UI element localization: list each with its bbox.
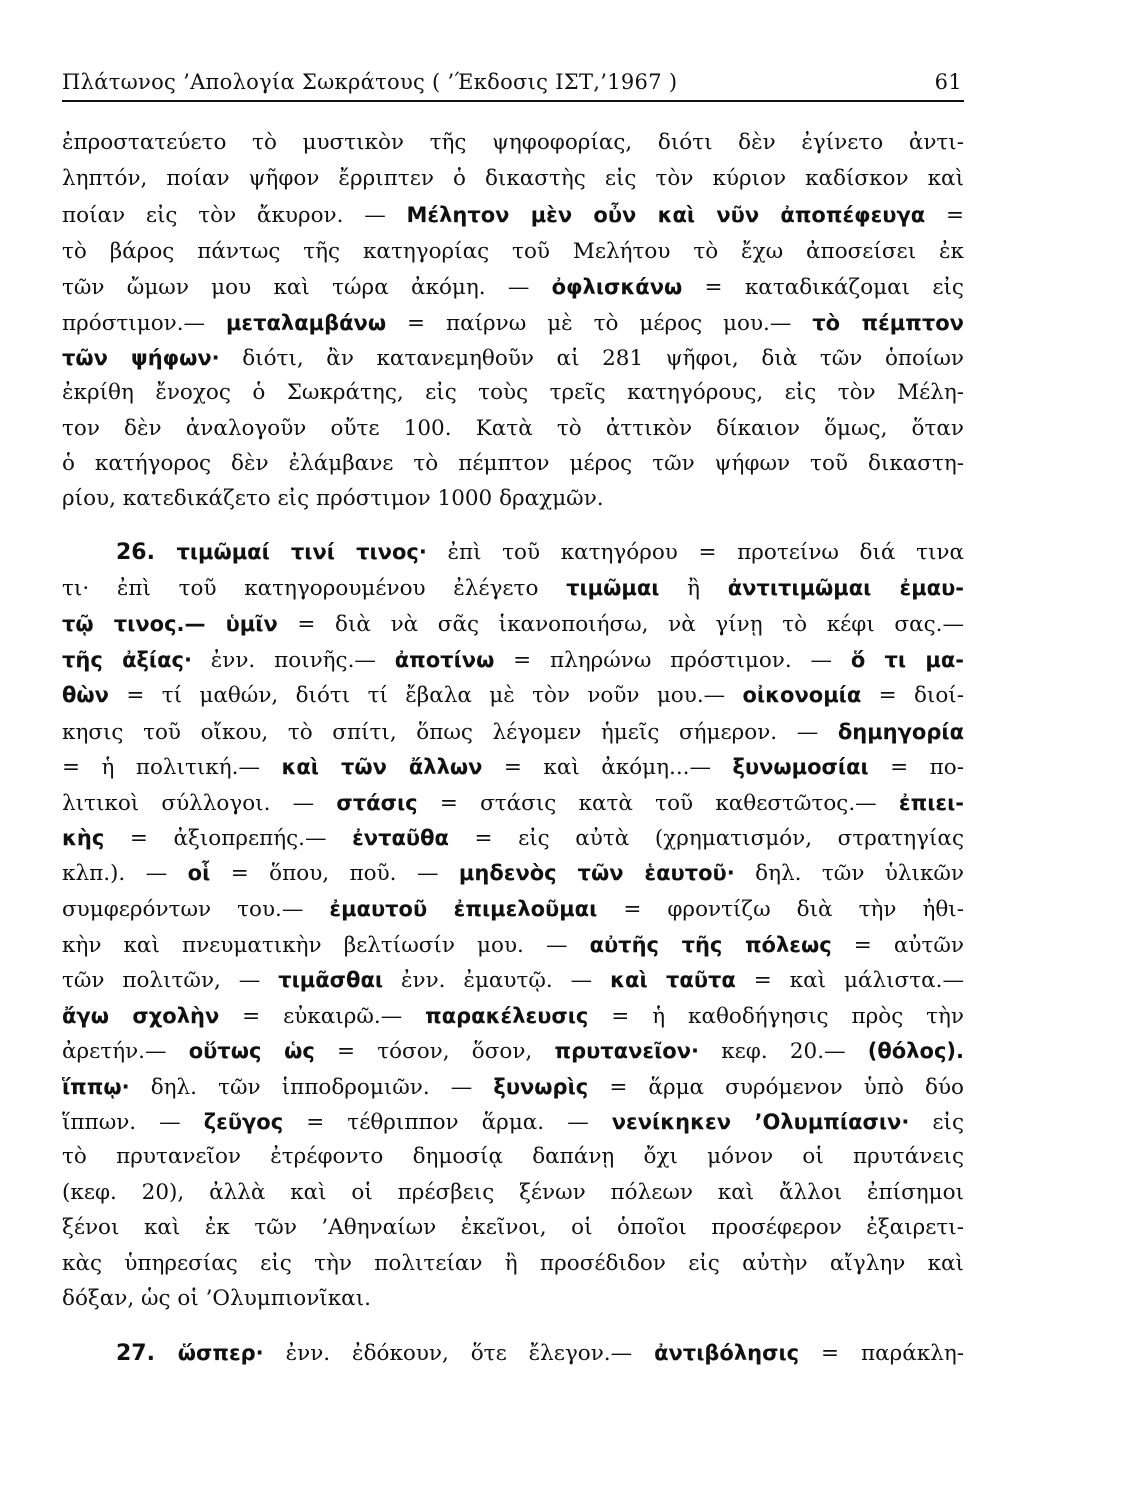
- text-run: δηλ. τῶν ἱπποδρομιῶν. —: [129, 1075, 494, 1100]
- text-line: [62, 572, 964, 604]
- text-run: = παράκλη-: [799, 1341, 964, 1366]
- text-run: τὸ βάρος πάντως τῆς κατηγορίας τοῦ Μελήτου τὸ ἔχω ἀποσείσει ἐκ: [62, 239, 964, 264]
- text-line: [62, 1071, 964, 1103]
- lemma: τῆς ἀξίας·: [62, 648, 192, 672]
- text-line: [62, 1035, 964, 1067]
- text-run: = εἰς αὐτὰ (χρηματισμόν, στρατηγίας: [448, 826, 964, 851]
- text-line: [62, 1248, 964, 1280]
- lemma: ἀντιβόλησις: [654, 1341, 800, 1365]
- text-run: = εὐκαιρῶ.—: [219, 1004, 426, 1029]
- text-run: = ἅρμα συρόμενον ὑπὸ δύο: [588, 1075, 964, 1100]
- text-run: ὁ κατήγορος δὲν ἐλάμβανε τὸ πέμπτον μέρος τῶν ψήφων τοῦ δικαστη-: [62, 451, 964, 476]
- text-run: ἢ: [659, 576, 728, 601]
- lemma: κὴς: [62, 826, 105, 850]
- text-line: [62, 1212, 964, 1244]
- lemma: Μέλητον μὲν οὖν καὶ νῦν ἀποπέφευγα: [406, 203, 926, 227]
- text-run: = τόσον, ὅσον,: [314, 1039, 555, 1064]
- text-run: = καὶ ἀκόμη...—: [482, 755, 733, 780]
- text-run: = ἡ καθοδήγησις πρὸς τὴν: [588, 1004, 964, 1029]
- text-run: ἐκρίθη ἔνοχος ὁ Σωκράτης, εἰς τοὺς τρεῖς κατηγόρους, εἰς τὸν Μέλη-: [62, 380, 964, 405]
- text-run: = ἀξιοπρεπής.—: [104, 826, 353, 851]
- lemma: ξυνωμοσίαι: [732, 755, 869, 779]
- text-run: δηλ. τῶν ὑλικῶν: [734, 861, 964, 886]
- text-line: [62, 929, 964, 961]
- lemma: παρακέλευσις: [425, 1004, 589, 1028]
- text-run: (κεφ. 20), ἀλλὰ καὶ οἱ πρέσβεις ξένων πόλεων καὶ ἄλλοι ἐπίσημοι: [62, 1180, 964, 1205]
- text-line: [62, 236, 964, 268]
- text-line: [62, 1283, 964, 1315]
- text-run: ἐπὶ τοῦ κατηγόρου = προτείνω διά τινα: [426, 540, 964, 565]
- text-run: = αὐτῶν: [831, 933, 964, 958]
- lemma: πρυτανεῖον·: [554, 1039, 699, 1063]
- lemma: ἐμαυτοῦ ἐπιμελοῦμαι: [329, 897, 598, 921]
- page-number: 61: [934, 70, 962, 94]
- lemma: τιμᾶσθαι: [278, 968, 384, 992]
- section-number: 27.: [116, 1341, 178, 1366]
- header-title: Πλάτωνος ’Απολογία Σωκράτους ( ’Έκδοσις ΙΣΤ,’1967 ): [62, 70, 678, 94]
- text-line: [62, 716, 964, 748]
- text-run: ρίου, κατεδικάζετο εἰς πρόστιμον 1000 δραχμῶν.: [62, 486, 604, 511]
- lemma: ἀποτίνω: [394, 648, 495, 672]
- text-run: κησις τοῦ οἴκου, τὸ σπίτι, ὅπως λέγομεν ἡμεῖς σήμερον. —: [62, 720, 838, 745]
- text-run: =: [925, 203, 964, 228]
- text-run: ληπτόν, ποίαν ψῆφον ἔρριπτεν ὁ δικαστὴς εἰς τὸν κύριον καδίσκον καὶ: [62, 166, 964, 191]
- text-line: [62, 127, 964, 159]
- text-line: [62, 413, 964, 445]
- text-line: [62, 448, 964, 480]
- text-line: [62, 307, 964, 339]
- text-line: [116, 536, 964, 568]
- lemma: (θόλος).: [867, 1039, 964, 1063]
- text-line: [62, 1141, 964, 1173]
- text-line: [116, 1337, 964, 1369]
- lemma: ἵππῳ·: [62, 1075, 130, 1099]
- lemma: οἷ: [187, 861, 211, 885]
- text-run: τὸ πρυτανεῖον ἐτρέφοντο δημοσίᾳ δαπάνῃ ὄχι μόνον οἱ πρυτάνεις: [62, 1144, 964, 1169]
- text-run: = στάσις κατὰ τοῦ καθεστῶτος.—: [417, 791, 899, 816]
- text-run: = ἡ πολιτική.—: [62, 755, 282, 780]
- text-line: [62, 787, 964, 819]
- text-run: ἵππων. —: [62, 1110, 204, 1135]
- text-run: κὰς ὑπηρεσίας εἰς τὴν πολιτείαν ἢ προσέδιδον εἰς αὐτὴν αἴγλην καὶ: [62, 1251, 964, 1276]
- text-run: ἐνν. ἐμαυτῷ. —: [383, 968, 611, 993]
- lemma: ἀντιτιμῶμαι ἐμαυ-: [727, 576, 964, 600]
- lemma: ἄγω σχολὴν: [62, 1004, 220, 1028]
- lemma: ὅ τι μα-: [850, 648, 964, 672]
- lemma: τιμῶμαι: [566, 576, 660, 600]
- lemma: αὐτῆς τῆς πόλεως: [589, 933, 832, 957]
- text-line: [62, 644, 964, 676]
- lemma: τὸ πέμπτον: [812, 311, 964, 335]
- text-run: ἐνν. ποινῆς.—: [191, 648, 395, 673]
- text-run: = καὶ μάλιστα.—: [735, 968, 964, 993]
- text-line: [62, 608, 964, 640]
- text-line: [62, 342, 964, 374]
- lemma: δημηγορία: [837, 720, 964, 744]
- text-run: ἐπροστατεύετο τὸ μυστικὸν τῆς ψηφοφορίας, διότι δὲν ἐγίνετο ἀντι-: [62, 130, 964, 155]
- text-line: [62, 893, 964, 925]
- text-line: [62, 1106, 964, 1138]
- lemma: μηδενὸς τῶν ἑαυτοῦ·: [458, 861, 735, 885]
- text-run: ποίαν εἰς τὸν ἄκυρον. —: [62, 203, 407, 228]
- text-run: τῶν ὤμων μου καὶ τώρα ἀκόμη. —: [62, 275, 552, 300]
- text-run: = ὅπου, ποῦ. —: [210, 861, 459, 886]
- lemma: καὶ τῶν ἄλλων: [281, 755, 483, 779]
- text-run: = πληρώνω πρόστιμον. —: [494, 648, 851, 673]
- lemma: ὀφλισκάνω: [551, 275, 683, 299]
- text-run: πρόστιμον.—: [62, 311, 226, 336]
- text-run: ξένοι καὶ ἐκ τῶν ’Αθηναίων ἐκεῖνοι, οἱ ὁποῖοι προσέφερον ἐξαιρετι-: [62, 1215, 964, 1240]
- text-run: τι· ἐπὶ τοῦ κατηγορουμένου ἐλέγετο: [62, 576, 567, 601]
- lemma: οἰκονομία: [742, 683, 862, 707]
- text-run: κεφ. 20.—: [699, 1039, 868, 1064]
- text-line: [62, 199, 964, 231]
- text-run: = τί μαθών, διότι τί ἔβαλα μὲ τὸν νοῦν μου.—: [108, 683, 743, 708]
- text-line: [62, 163, 964, 195]
- lemma: οὕτως ὡς: [188, 1039, 315, 1063]
- text-run: λιτικοὶ σύλλογοι. —: [62, 791, 337, 816]
- text-line: [62, 377, 964, 409]
- lemma: τῶν ψήφων·: [62, 346, 220, 370]
- text-run: ἀρετήν.—: [62, 1039, 189, 1064]
- text-run: διότι, ἂν κατανεμηθοῦν αἱ 281 ψῆφοι, διὰ τῶν ὁποίων: [219, 346, 964, 371]
- text-line: [62, 751, 964, 783]
- text-run: = παίρνω μὲ τὸ μέρος μου.—: [386, 311, 813, 336]
- text-line: [62, 964, 964, 996]
- text-line: [62, 679, 964, 711]
- lemma: νενίκηκεν ’Ολυμπίασιν·: [611, 1110, 910, 1134]
- lemma: θὼν: [62, 683, 109, 707]
- text-line: [62, 483, 964, 515]
- text-line: [62, 1177, 964, 1209]
- text-line: [62, 857, 964, 889]
- lemma: ἐνταῦθα: [352, 826, 449, 850]
- text-line: [62, 271, 964, 303]
- text-run: = πο-: [868, 755, 964, 780]
- lemma: ξυνωρὶς: [493, 1075, 589, 1099]
- lemma: τῷ τινος.— ὑμῖν: [62, 612, 278, 636]
- text-run: = φροντίζω διὰ τὴν ἠθι-: [597, 897, 964, 922]
- text-run: δόξαν, ὡς οἱ ’Ολυμπιονῖκαι.: [62, 1286, 371, 1311]
- text-run: = καταδικάζομαι εἰς: [682, 275, 964, 300]
- text-run: συμφερόντων του.—: [62, 897, 330, 922]
- text-run: εἰς: [909, 1110, 964, 1135]
- text-run: τον δὲν ἀναλογοῦν οὔτε 100. Κατὰ τὸ ἀττικὸν δίκαιον ὅμως, ὅταν: [62, 416, 964, 441]
- lemma: καὶ ταῦτα: [610, 968, 736, 992]
- text-run: = διὰ νὰ σᾶς ἱκανοποιήσω, νὰ γίνῃ τὸ κέφι σας.—: [277, 612, 964, 637]
- text-run: κλπ.). —: [62, 861, 188, 886]
- text-run: = τέθριππον ἅρμα. —: [283, 1110, 612, 1135]
- text-run: ἐνν. ἐδόκουν, ὅτε ἔλεγον.—: [263, 1341, 655, 1366]
- header-rule: [62, 100, 964, 102]
- text-run: τῶν πολιτῶν, —: [62, 968, 279, 993]
- text-line: [62, 822, 964, 854]
- lemma: ὥσπερ·: [177, 1341, 264, 1365]
- section-number: 26.: [116, 540, 177, 565]
- text-run: = διοί-: [861, 683, 964, 708]
- lemma: μεταλαμβάνω: [225, 311, 387, 335]
- text-line: [62, 1000, 964, 1032]
- lemma: ζεῦγος: [203, 1110, 284, 1134]
- lemma: τιμῶμαί τινί τινος·: [176, 540, 427, 564]
- running-header: [62, 70, 962, 100]
- lemma: ἐπιει-: [898, 791, 964, 815]
- lemma: στάσις: [336, 791, 418, 815]
- text-run: κὴν καὶ πνευματικὴν βελτίωσίν μου. —: [62, 933, 590, 958]
